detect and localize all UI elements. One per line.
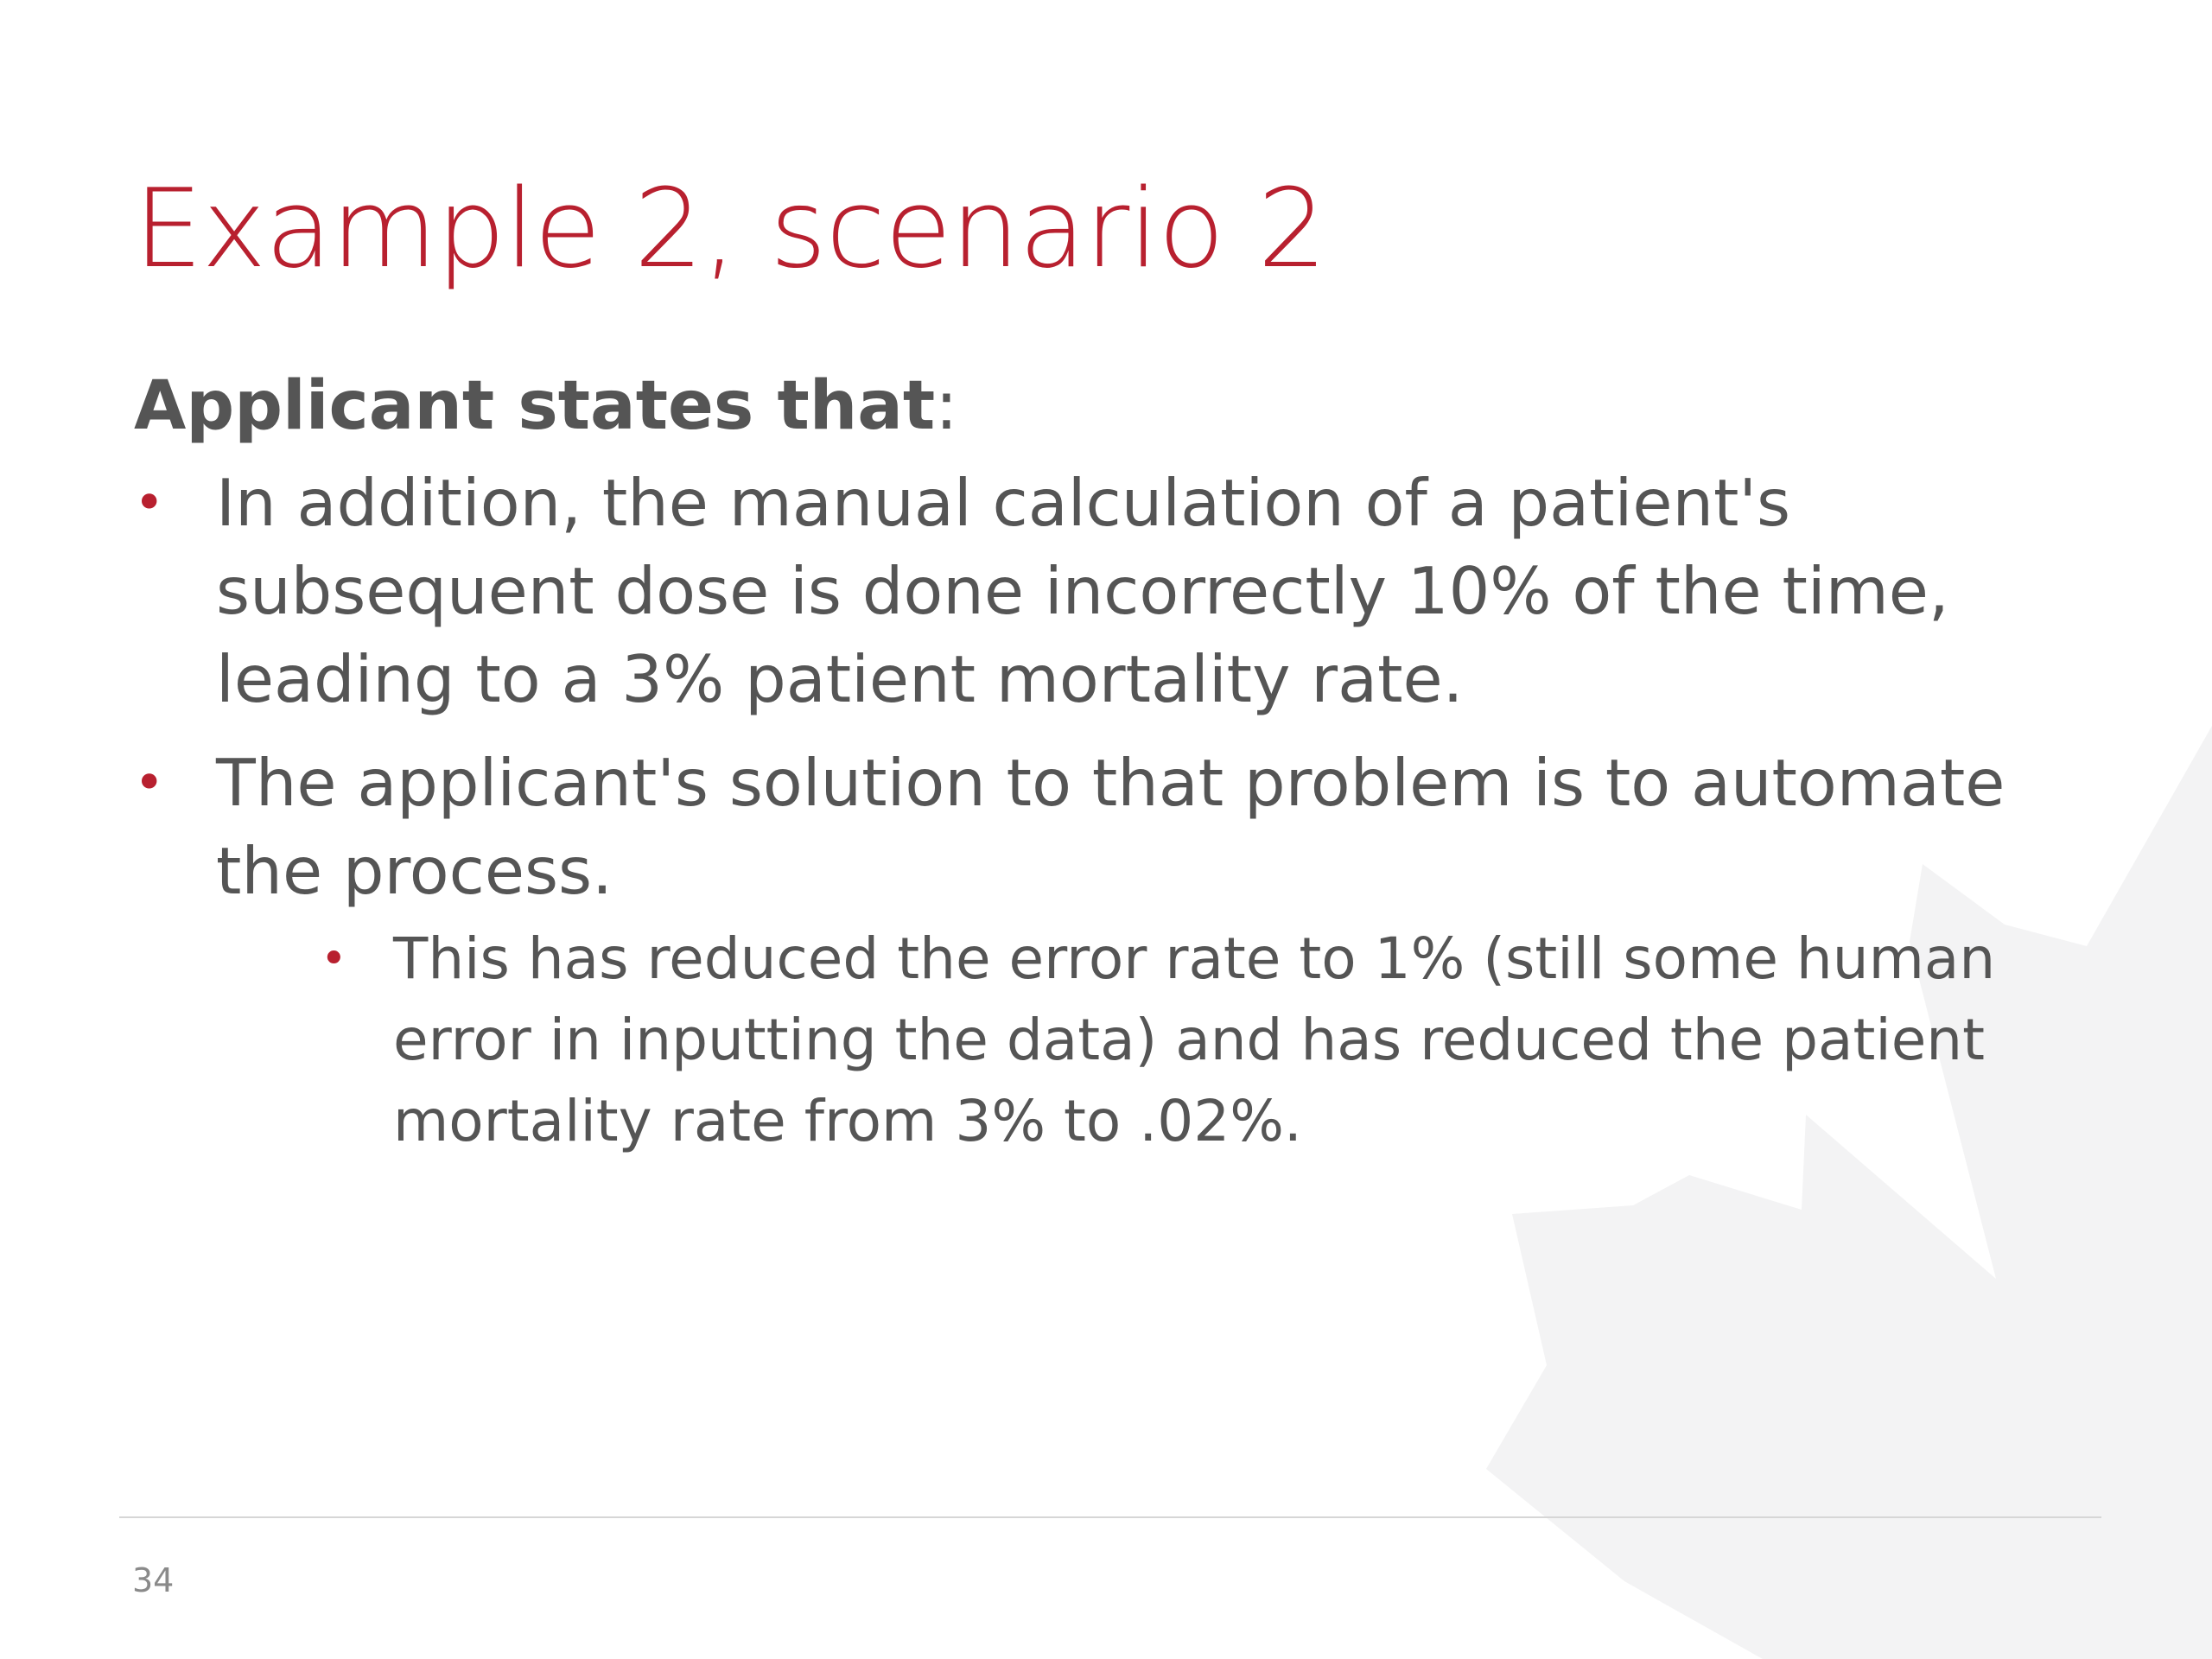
page-number: 34	[132, 1561, 175, 1599]
lead-in-suffix: :	[935, 367, 958, 445]
bullet-item	[134, 739, 2074, 1162]
bullet-item	[134, 459, 2074, 723]
bullet-text: In addition, the manual calculation of a patient's subsequent dose is done incorrectly 10% of the time, leading to a 3% patient mortality rate.	[216, 465, 1949, 717]
bullet-text: The applicant's solution to that problem is to automate the process.	[216, 745, 2005, 909]
sub-bullet-list	[216, 918, 2074, 1162]
lead-in	[134, 359, 2087, 454]
bullet-dot-icon: •	[321, 933, 347, 985]
slide-title: Example 2, scenario 2	[134, 165, 1326, 292]
slide-body	[134, 359, 2087, 1178]
bullet-dot-icon: •	[134, 473, 165, 533]
bullet-list	[134, 459, 2087, 1162]
footer-divider	[119, 1516, 2101, 1518]
bullet-dot-icon: •	[134, 753, 165, 813]
lead-in-strong: Applicant states that	[134, 367, 936, 445]
sub-bullet-item	[298, 918, 2121, 1162]
sub-bullet-text: This has reduced the error rate to 1% (still some human error in inputting the data) and has reduced the patient mortality rate from 3% to .02%.	[393, 925, 1996, 1154]
